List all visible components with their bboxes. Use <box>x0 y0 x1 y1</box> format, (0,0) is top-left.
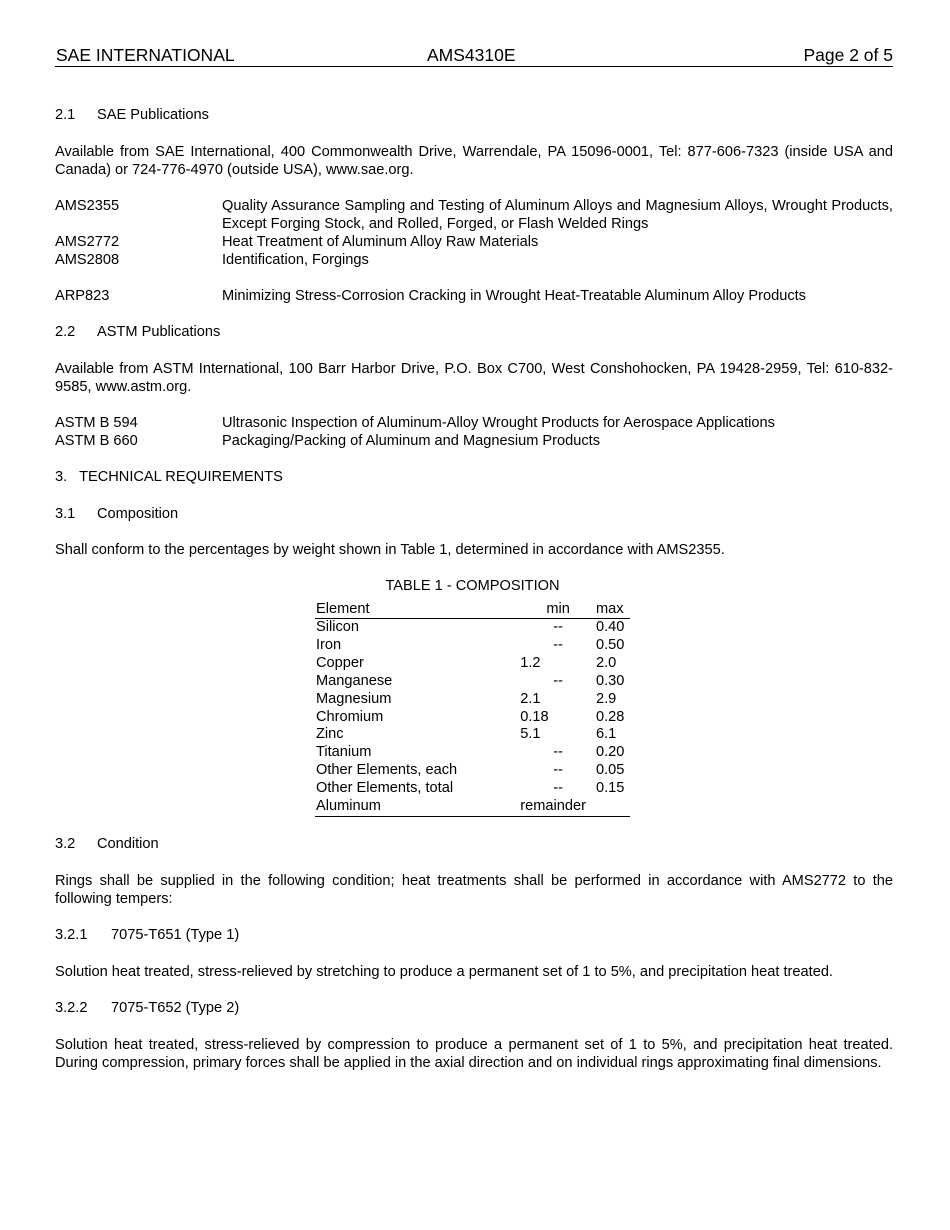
reference-title: Quality Assurance Sampling and Testing of Aluminum Alloys and Magnesium Alloys, Wrought Products, Except Forging Stock, and Rolled, Forged, or Flash Welded Rings <box>222 198 893 232</box>
cell-element: Chromium <box>316 708 384 725</box>
cell-element: Magnesium <box>316 690 392 707</box>
section-number: 3.2.1 <box>55 927 88 943</box>
section-3-2-1-text: Solution heat treated, stress-relieved by stretching to produce a permanent set of 1 to 5%, and precipitation heat treated. <box>55 964 833 980</box>
reference-title: Heat Treatment of Aluminum Alloy Raw Materials <box>222 234 539 250</box>
cell-max: 0.40 <box>596 619 625 635</box>
cell-max: 0.30 <box>596 672 625 689</box>
section-3-2-heading <box>55 835 893 853</box>
section-title: SAE Publications <box>97 107 209 123</box>
section-title: Composition <box>97 506 179 522</box>
reference-title: Ultrasonic Inspection of Aluminum-Alloy Wrought Products for Aerospace Applications <box>222 415 775 431</box>
section-3-1-text: Shall conform to the percentages by weight shown in Table 1, determined in accordance with AMS2355. <box>55 542 725 558</box>
cell-max: 0.28 <box>596 708 625 725</box>
cell-min: -- <box>553 780 563 797</box>
header-page-number: Page 2 of 5 <box>803 45 893 65</box>
section-3-2-2-heading <box>55 999 893 1017</box>
reference-code: ASTM B 660 <box>55 433 138 449</box>
section-3-1-heading <box>55 505 893 523</box>
cell-element: Other Elements, total <box>316 780 454 797</box>
cell-min: -- <box>553 672 563 689</box>
table-row <box>315 655 630 673</box>
cell-max: 0.15 <box>596 780 625 797</box>
reference-title: Identification, Forgings <box>222 252 369 268</box>
section-3-2-2-text: Solution heat treated, stress-relieved by compression to produce a permanent set of 1 to 5%, and precipitation heat treated. During compression, primary forces shall be applied in the axial direction and on individual rings approximating final dimensions. <box>55 1037 893 1071</box>
cell-min: -- <box>553 636 563 653</box>
table-row <box>315 798 630 816</box>
page-header <box>55 44 893 67</box>
table-row <box>315 691 630 709</box>
cell-min: remainder <box>520 798 630 816</box>
table-row <box>315 744 630 762</box>
section-3-2-text: Rings shall be supplied in the following condition; heat treatments shall be performed in accordance with AMS2772 to the following tempers: <box>55 873 893 907</box>
cell-element: Iron <box>316 636 342 653</box>
section-2-1-intro: Available from SAE International, 400 Commonwealth Drive, Warrendale, PA 15096-0001, Tel: 877-606-7323 (inside USA and Canada) or 724-776-4970 (outside USA), www.sae.org. <box>55 144 893 178</box>
cell-max: 2.0 <box>596 654 617 671</box>
header-element: Element <box>315 600 520 619</box>
section-number: 3.1 <box>55 506 76 522</box>
section-title: 7075-T652 (Type 2) <box>111 1000 240 1016</box>
composition-table <box>315 600 630 817</box>
reference-title: Packaging/Packing of Aluminum and Magnesium Products <box>222 433 601 449</box>
reference-code: AMS2772 <box>55 234 120 250</box>
cell-max: 0.05 <box>596 762 625 779</box>
table-row <box>315 619 630 637</box>
section-number: 3.2.2 <box>55 1000 88 1016</box>
header-max: max <box>596 600 630 619</box>
section-2-2-intro: Available from ASTM International, 100 Barr Harbor Drive, P.O. Box C700, West Conshohocken, PA 19428-2959, Tel: 610-832-9585, www.astm.org. <box>55 361 893 395</box>
table-row <box>315 709 630 727</box>
cell-min: -- <box>553 762 563 779</box>
header-org: SAE INTERNATIONAL <box>56 45 235 65</box>
reference-code: AMS2355 <box>55 198 120 214</box>
cell-element: Manganese <box>316 672 393 689</box>
cell-min: 5.1 <box>520 726 541 743</box>
section-3-heading: 3. TECHNICAL REQUIREMENTS <box>55 469 283 485</box>
cell-min: -- <box>553 619 563 635</box>
cell-max: 6.1 <box>596 726 617 743</box>
cell-min: -- <box>553 744 563 761</box>
header-doc-number: AMS4310E <box>427 45 516 65</box>
cell-element: Titanium <box>316 744 372 761</box>
section-title: Condition <box>97 836 159 852</box>
reference-title: Minimizing Stress-Corrosion Cracking in Wrought Heat-Treatable Aluminum Alloy Products <box>222 288 806 304</box>
cell-max: 0.50 <box>596 636 625 653</box>
table-row <box>315 762 630 780</box>
cell-max: 0.20 <box>596 744 625 761</box>
reference-code: AMS2808 <box>55 252 120 268</box>
cell-element: Copper <box>316 654 364 671</box>
reference-code: ASTM B 594 <box>55 415 138 431</box>
section-number: 2.1 <box>55 107 76 123</box>
table-header-row <box>315 600 630 619</box>
section-2-2-heading <box>55 323 893 341</box>
cell-element: Other Elements, each <box>316 762 458 779</box>
table-row <box>315 637 630 655</box>
section-number: 3.2 <box>55 836 76 852</box>
section-3-2-1-heading <box>55 926 893 944</box>
reference-code: ARP823 <box>55 288 110 304</box>
table-row <box>315 673 630 691</box>
header-min: min <box>520 600 596 619</box>
cell-min: 0.18 <box>520 708 549 725</box>
cell-min: 1.2 <box>520 654 541 671</box>
cell-element: Zinc <box>316 726 344 743</box>
cell-max: 2.9 <box>596 690 617 707</box>
table-row <box>315 780 630 798</box>
cell-element: Silicon <box>316 619 359 635</box>
cell-min: 2.1 <box>520 690 541 707</box>
section-title: 7075-T651 (Type 1) <box>111 927 240 943</box>
section-number: 2.2 <box>55 324 76 340</box>
section-2-1-heading <box>55 106 893 124</box>
table-caption: TABLE 1 - COMPOSITION <box>385 578 560 594</box>
cell-element: Aluminum <box>315 798 520 816</box>
table-row <box>315 726 630 744</box>
section-title: ASTM Publications <box>97 324 221 340</box>
